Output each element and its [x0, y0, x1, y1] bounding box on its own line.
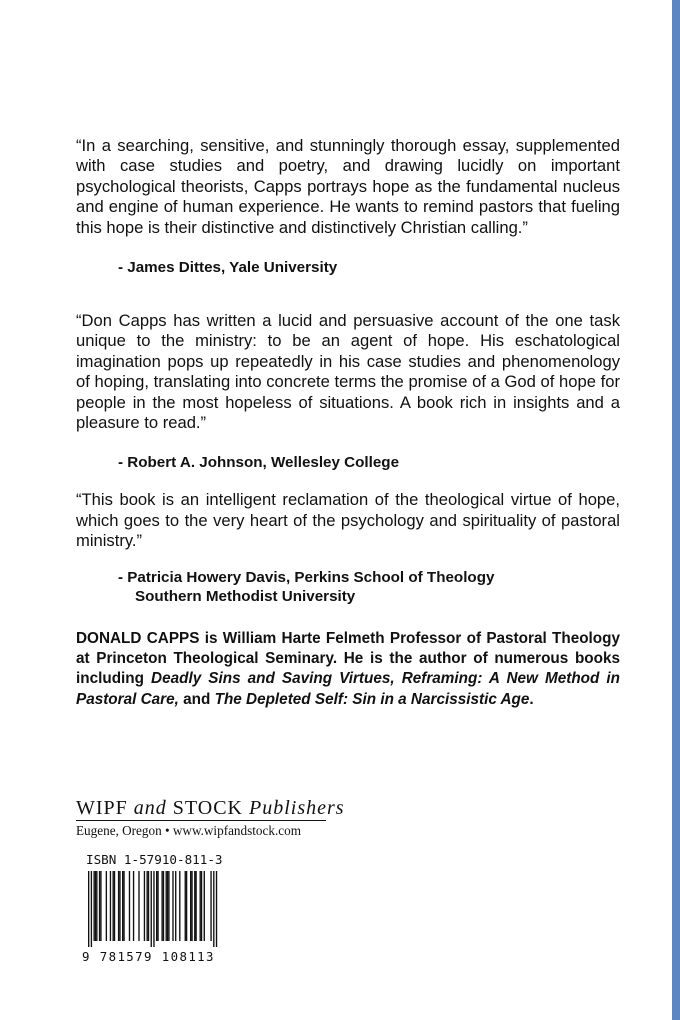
barcode-bar [201, 871, 202, 941]
barcode-guard-bar [153, 871, 154, 947]
publisher-name-stock: STOCK [166, 797, 250, 819]
quote-text-end: situations. A book rich in insights and a pleasure to read.” [76, 392, 620, 433]
endorsement-davis [76, 490, 620, 605]
barcode-bar [186, 871, 187, 941]
endorsement-dittes [76, 136, 620, 277]
barcode-bar [210, 871, 211, 941]
bio-end: . [529, 690, 534, 708]
quote-text-end: distinctive and distinctively Christian calling.” [201, 217, 528, 237]
endorsement-quote [76, 136, 620, 238]
barcode-bar [106, 871, 107, 941]
endorsement-johnson [76, 311, 620, 472]
barcode-bar [146, 871, 147, 941]
endorsements [76, 136, 620, 606]
bio-book-titles: Deadly Sins and Saving Virtues, Reframing: A New Method in Pastoral Care, [76, 670, 621, 708]
barcode-bar [122, 871, 123, 941]
barcode-bar [191, 871, 192, 941]
barcode-bar [166, 871, 167, 941]
publisher-name-publishers: Publishers [249, 797, 345, 819]
barcode-bar [167, 871, 168, 941]
barcode-bar [204, 871, 205, 941]
publisher-block [76, 797, 345, 839]
barcode [82, 853, 230, 965]
barcode-bar [157, 871, 158, 941]
barcode-bar [185, 871, 186, 941]
barcode-bar [200, 871, 201, 941]
barcode-bar [114, 871, 115, 941]
barcode-bar [179, 871, 180, 941]
barcode-bar [112, 871, 113, 941]
attribution-line-1: - Patricia Howery Davis, Perkins School of Theology [118, 568, 495, 586]
barcode-bar [172, 871, 173, 941]
quote-text: “This book is an intelligent reclamation of the theological virtue of hope, which [76, 490, 620, 530]
isbn-label: ISBN 1-57910-811-3 [86, 852, 223, 867]
barcode-bar [156, 871, 157, 941]
barcode-bar [96, 871, 97, 941]
barcode-guard-bar [91, 871, 92, 947]
barcode-guard-bar [216, 871, 217, 947]
barcode-guard-bar [151, 871, 152, 947]
attribution-line-2: Southern Methodist University [135, 587, 356, 605]
barcode-bar [129, 871, 130, 941]
endorsement-quote [76, 490, 620, 551]
endorsement-attribution: - Robert A. Johnson, Wellesley College [118, 454, 400, 472]
barcode-bar [144, 871, 145, 941]
barcode-bar [93, 871, 94, 941]
barcode-bar [138, 871, 139, 941]
barcode-bar [175, 871, 176, 941]
barcode-bar [119, 871, 120, 941]
barcode-bar [123, 871, 124, 941]
bio-book-title: The Depleted Self: Sin in a Narcissistic Age [214, 690, 530, 708]
barcode-bar [194, 871, 195, 941]
barcode-bar [161, 871, 162, 941]
barcode-bar [168, 871, 169, 941]
barcode-guard-bar [213, 871, 214, 947]
barcode-bar [118, 871, 119, 941]
bio-and: and [178, 690, 215, 708]
quote-text: “Don Capps has written a lucid and persuasive account of the one task unique to the ministry: to be an agent of hope. His eschatological imagination pops up repeatedly in his case studies and phenomenology of hoping, translating into concrete terms the promise of a God of hope for people in the most hopeless of [76, 311, 620, 412]
barcode-guard-bar [88, 871, 89, 947]
barcode-bar [95, 871, 96, 941]
barcode-bar [110, 871, 111, 941]
barcode-bar [99, 871, 100, 941]
barcode-bar [163, 871, 164, 941]
endorsement-attribution [76, 568, 620, 606]
barcode-bar [148, 871, 149, 941]
publisher-name-wipf: WIPF [76, 797, 134, 819]
publisher-location: Eugene, Oregon • www.wipfandstock.com [76, 823, 301, 838]
author-bio [76, 629, 620, 710]
barcode-digits: 9 781579 108113 [82, 949, 215, 964]
quote-text-end: goes to the very heart of the psychology and spirituality of pastoral ministry.” [76, 510, 620, 551]
endorsement-attribution: - James Dittes, Yale University [118, 259, 338, 277]
barcode-bar [190, 871, 191, 941]
barcode-bar [100, 871, 101, 941]
barcode-bar [133, 871, 134, 941]
publisher-rule [76, 820, 326, 821]
bio-lead: DONALD CAPPS is William Harte Felmeth Professor of Pastoral Theology at Princeton Theological Seminary. He is the author of numerous books including [76, 630, 620, 688]
quote-text: “In a searching, sensitive, and stunningly thorough essay, supplemented with case studies and poetry, and drawing lucidly on important psychological theorists, Capps portrays hope as the fundamental nucleus and engine of human experience. He wants to remind pastors that fueling this hope is their [76, 136, 620, 237]
barcode-bars [82, 871, 224, 949]
barcode-bar [195, 871, 196, 941]
spine-edge [672, 0, 680, 1020]
publisher-name-and: and [133, 797, 167, 819]
publisher-name [76, 797, 345, 819]
endorsement-quote [76, 311, 620, 433]
